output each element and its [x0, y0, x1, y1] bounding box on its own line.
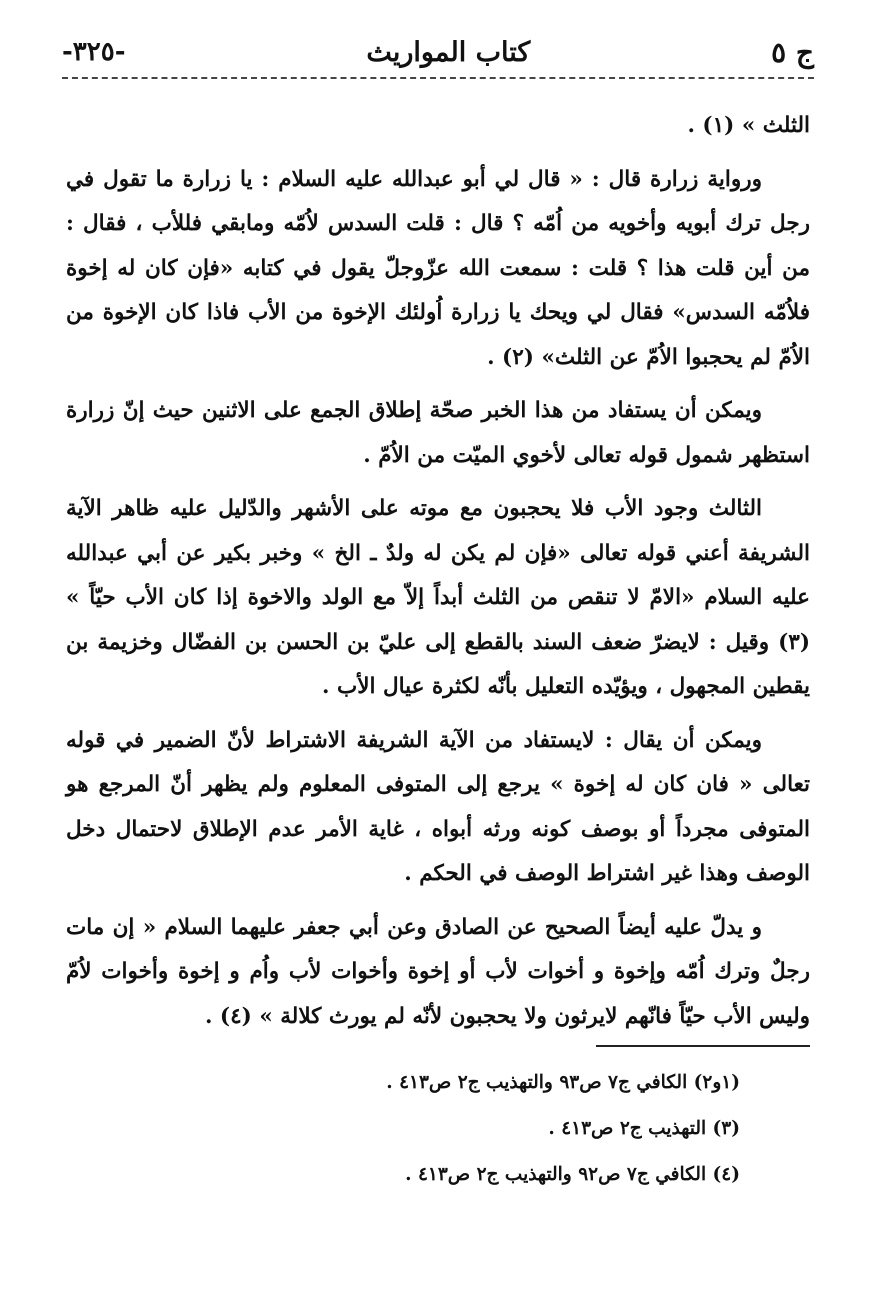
volume-number: ج ٥: [771, 35, 814, 69]
footnote-divider: [596, 1045, 810, 1047]
paragraph-2: ورواية زرارة قال : « قال لي أبو عبدالله عليه السلام : يا زرارة ما تقول في رجل ترك أبويه وأخويه من اُمّه ؟ قال : قلت السدس لاُمّه ومابقي فللأب ، فقال : من أين قلت هذا ؟ قلت : سمعت الله عزّوجلّ يقول في كتابه «فإن كان له إخوة فلاُمّه السدس» فقال لي ويحك يا زرارة اُولئك الإخوة من الأب فاذا كان الإخوة من الاُمّ لم يحجبوا الاُمّ عن الثلث» (٢) .: [66, 166, 810, 370]
paragraph-6: و يدلّ عليه أيضاً الصحيح عن الصادق وعن أبي جعفر عليهما السلام « إن مات رجلٌ وترك اُمّه وإخوة و أخوات لأب أو إخوة وأخوات لأب واُم و إخوة وأخوات لاُمّ وليس الأب حيّاً فانّهم لايرثون ولا يحجبون لأنّه لم يورث كلالة » (٤) .: [66, 914, 810, 1029]
book-title: كتاب المواريث: [366, 36, 531, 68]
paragraph-5: ويمكن أن يقال : لايستفاد من الآية الشريفة الاشتراط لأنّ الضمير في قوله تعالى « فان كان له إخوة » يرجع إلى المتوفى المعلوم ولم يظهر أنّ المرجع هو المتوفى مجرداً أو بوصف كونه ورثه أبواه ، غاية الأمر عدم الإطلاق لاحتمال دخل الوصف وهذا غير اشتراط الوصف في الحكم .: [66, 727, 810, 886]
page-number: -٣٢٥-: [62, 37, 126, 67]
page-header: [62, 28, 814, 76]
header-divider: [62, 77, 814, 79]
footnote-3: (٤) الكافي ج٧ ص٩٢ والتهذيب ج٢ ص٤١٣ .: [405, 1164, 740, 1185]
paragraph-3: ويمكن أن يستفاد من هذا الخبر صحّة إطلاق الجمع على الاثنين حيث إنّ زرارة استظهر شمول قوله تعالى لأخوي الميّت من الاُمّ .: [66, 398, 810, 468]
paragraph-1: الثلث » (١) .: [687, 113, 810, 138]
footnote-2: (٣) التهذيب ج٢ ص٤١٣ .: [548, 1118, 740, 1139]
footnote-1: (١و٢) الكافي ج٧ ص٩٣ والتهذيب ج٢ ص٤١٣ .: [386, 1072, 740, 1093]
paragraph-4: الثالث وجود الأب فلا يحجبون مع موته على الأشهر والدّليل عليه ظاهر الآية الشريفة أعني قوله تعالى «فإن لم يكن له ولدٌ ـ الخ » وخبر بكير عن أبي عبدالله عليه السلام «الامّ لا تنقص من الثلث أبداً إلاّ مع الولد والاخوة إذا كان الأب حيّاً » (٣) وقيل : لايضرّ ضعف السند بالقطع إلى عليّ بن الحسن بن الفضّال وخزيمة بن يقطين المجهول ، ويؤيّده التعليل بأنّه لكثرة عيال الأب .: [66, 496, 810, 699]
main-text: [66, 104, 810, 1048]
footnotes: [66, 1060, 740, 1198]
